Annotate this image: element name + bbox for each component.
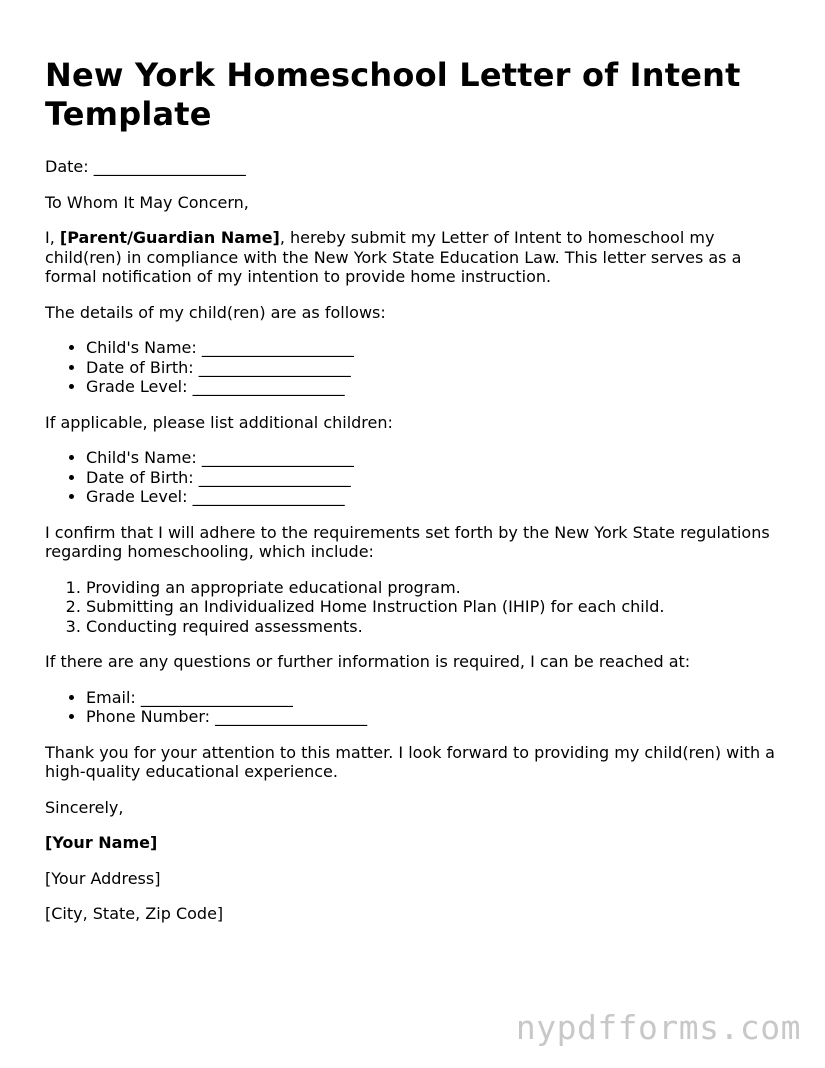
intro-prefix: I, xyxy=(45,228,60,247)
additional-children-heading: If applicable, please list additional children: xyxy=(45,412,393,432)
your-name-placeholder: [Your Name] xyxy=(45,833,158,852)
parent-name-placeholder: [Parent/Guardian Name] xyxy=(59,228,280,247)
additional-children-list xyxy=(45,448,785,507)
signature-name xyxy=(45,833,785,853)
closing-paragraph: Thank you for your attention to this matter. I look forward to providing my child(ren) with a high-quality educational experience. xyxy=(45,742,775,781)
list-item-email: • Email: ___________________ xyxy=(86,688,785,708)
intro-suffix: , hereby submit my Letter of Intent to homeschool my child(ren) in compliance with the New York State Education Law. This letter serves as a formal notification of my intention to provide home instruction. xyxy=(45,228,742,286)
sign-off: Sincerely, xyxy=(45,797,124,817)
salutation: To Whom It May Concern, xyxy=(45,192,249,212)
site-watermark: nypdfforms.com xyxy=(515,1008,801,1047)
contact-heading: If there are any questions or further information is required, I can be reached at: xyxy=(45,652,691,671)
address-line: [Your Address] xyxy=(45,868,161,888)
list-item-requirement: 2. Submitting an Individualized Home Instruction Plan (IHIP) for each child. xyxy=(86,597,785,617)
list-item-date-of-birth: • Date of Birth: ___________________ xyxy=(86,358,785,378)
list-item-child-name: • Child's Name: ___________________ xyxy=(86,448,785,468)
requirements-list xyxy=(45,578,785,637)
list-item-phone-number: • Phone Number: ___________________ xyxy=(86,707,785,727)
list-item-date-of-birth: • Date of Birth: ___________________ xyxy=(86,468,785,488)
list-item-grade-level: • Grade Level: ___________________ xyxy=(86,377,785,397)
details-heading: The details of my child(ren) are as follows: xyxy=(45,302,386,322)
child-details-list xyxy=(45,338,785,397)
confirm-paragraph: I confirm that I will adhere to the requirements set forth by the New York State regulations regarding homeschooling, which include: xyxy=(45,522,770,561)
list-item-grade-level: • Grade Level: ___________________ xyxy=(86,487,785,507)
list-item-child-name: • Child's Name: ___________________ xyxy=(86,338,785,358)
letter-document xyxy=(45,56,785,924)
intro-paragraph xyxy=(45,228,785,287)
list-item-requirement: 1. Providing an appropriate educational program. xyxy=(86,578,785,598)
contact-list xyxy=(45,688,785,727)
city-state-zip-line: [City, State, Zip Code] xyxy=(45,904,224,923)
list-item-requirement: 3. Conducting required assessments. xyxy=(86,617,785,637)
document-title: New York Homeschool Letter of Intent Template xyxy=(45,56,741,133)
date-line: Date: ___________________ xyxy=(45,157,246,176)
